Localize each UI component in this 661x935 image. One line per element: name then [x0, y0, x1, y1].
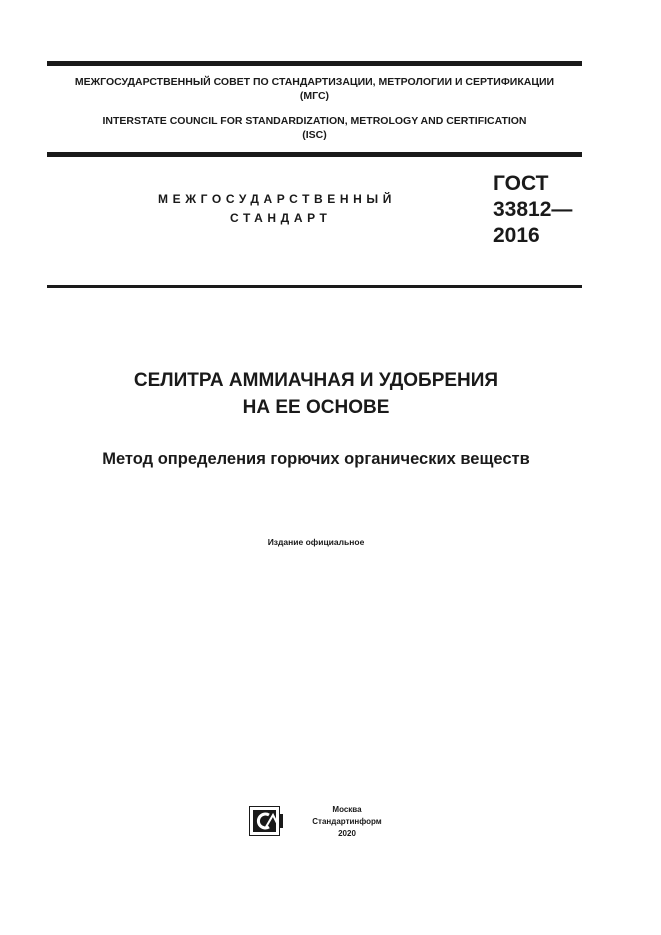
header-bottom-rule: [47, 285, 582, 288]
standard-type-line2: СТАНДАРТ: [230, 211, 332, 225]
document-subtitle: Метод определения горючих органических веществ: [102, 450, 530, 468]
gost-year: 2016: [493, 224, 540, 247]
publisher-year: 2020: [338, 829, 356, 838]
council-ru-line2: (МГС): [299, 90, 330, 102]
edition-note: Издание официальное: [267, 537, 365, 547]
middle-rule: [47, 152, 582, 157]
document-title-line2: НА ЕЕ ОСНОВЕ: [242, 397, 390, 418]
top-rule: [47, 61, 582, 66]
council-ru-line1: МЕЖГОСУДАРСТВЕННЫЙ СОВЕТ ПО СТАНДАРТИЗАЦИИ, МЕТРОЛОГИИ И СЕРТИФИКАЦИИ: [74, 76, 555, 88]
standard-type-line1: МЕЖГОСУДАРСТВЕННЫЙ: [158, 192, 396, 206]
council-en-line2: (ISC): [302, 129, 327, 141]
council-en-line1: INTERSTATE COUNCIL FOR STANDARDIZATION, METROLOGY AND CERTIFICATION: [102, 115, 527, 127]
publisher-name: Стандартинформ: [312, 817, 382, 826]
gost-number: 33812—: [493, 198, 573, 221]
gost-label: ГОСТ: [493, 172, 549, 195]
publisher-block: [302, 804, 392, 840]
standartinform-logo-icon: [249, 806, 287, 836]
document-title-line1: СЕЛИТРА АММИАЧНАЯ И УДОБРЕНИЯ: [133, 370, 499, 391]
publisher-city: Москва: [332, 805, 362, 814]
